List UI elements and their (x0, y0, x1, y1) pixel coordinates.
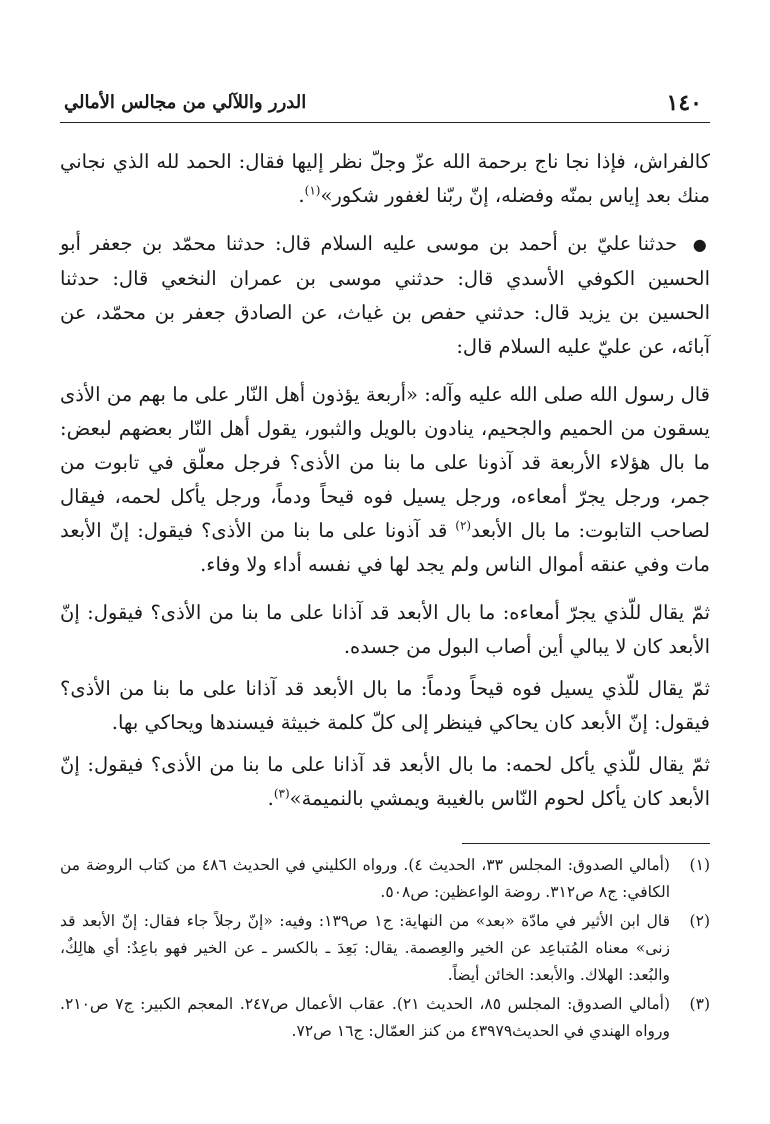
footnote-number: (١) (689, 856, 710, 874)
paragraph-4: ثمّ يقال للّذي يجرّ أمعاءه: ما بال الأبعد قد آذانا على ما بنا من الأذى؟ فيقول: إنّ الأبعد كان لا يبالي أين أصاب البول من جسده. (60, 601, 710, 658)
paragraph-5: ثمّ يقال للّذي يسيل فوه قيحاً ودماً: ما بال الأبعد قد آذانا على ما بنا من الأذى؟ فيقول: إنّ الأبعد كان يحاكي فينظر إلى كلّ كلمة خبيثة فيسندها ويحاكي بها. (60, 677, 710, 734)
paragraph-3-text-b: قد آذونا على ما بنا من الأذى؟ فيقول: إنّ الأبعد مات وفي عنقه أموال الناس ولم يجد لها في نفسه أداء ولا وفاء. (60, 519, 710, 576)
paragraph-2-text: حدثنا عليّ بن أحمد بن موسى عليه السلام قال: حدثنا محمّد بن جعفر أبو الحسين الكوفي الأسدي قال: حدثني موسى بن عمران النخعي قال: حدثنا الحسين بن يزيد قال: حدثني حفص بن غياث، عن الصادق جعفر بن محمّد، عن آبائه، عن عليّ عليه السلام قال: (60, 232, 710, 358)
paragraph-1-text: كالفراش، فإذا نجا ناج برحمة الله عزّ وجلّ نظر إليها فقال: الحمد لله الذي نجاني منك بعد إياس بمنّه وفضله، إنّ ربّنا لغفور شكور» (60, 150, 710, 207)
footnote-divider (462, 843, 710, 844)
footnote-ref-2: (٢) (455, 518, 472, 533)
paragraph-6-text: ثمّ يقال للّذي يأكل لحمه: ما بال الأبعد قد آذانا على ما بنا من الأذى؟ فيقول: إنّ الأبعد كان يأكل لحوم النّاس بالغيبة ويمشي بالنميمة» (60, 753, 710, 810)
footnote-number: (٣) (689, 995, 710, 1013)
footnote-2 (60, 908, 710, 989)
paragraph-6-end: . (267, 787, 274, 810)
paragraph-1-end: . (298, 184, 305, 207)
main-text (60, 145, 710, 830)
footnote-3 (60, 991, 710, 1045)
running-header (60, 88, 710, 123)
page-number: ١٤٠ (666, 90, 702, 116)
paragraph-3-text-a: قال رسول الله صلى الله عليه وآله: «أربعة يؤذون أهل النّار على ما بهم من الأذى يسقون من الحميم والجحيم، ينادون بالويل والثبور، يقول أهل النّار بعضهم لبعض: ما بال هؤلاء الأربعة قد آذونا على ما بنا من الأذى؟ فرجل معلّق في تابوت من جمر، ورجل يجرّ أمعاءه، ورجل يسيل فوه قيحاً ودماً، ورجل يأكل لحمه، فيقال لصاحب التابوت: ما بال الأبعد (60, 383, 711, 542)
paragraph-3 (60, 378, 710, 582)
footnote-text: قال ابن الأثير في مادّة «بعد» من النهاية: ج١ ص١٣٩: وفيه: «إنّ رجلاً جاء فقال: إنّ الأبعد قد زنى» معناه المُتباعِد عن الخير والعِصمة. يقال: بَعِدَ ـ بالكسر ـ عن الخير فهو باعِدٌ: أي هالِكٌ، والبُعد: الهلاك. والأبعد: الخائن أيضاً. (60, 912, 671, 984)
footnote-text: (أمالي الصدوق: المجلس ٣٣، الحديث ٤). ورواه الكليني في الحديث ٤٨٦ من كتاب الروضة من الكافي: ج٨ ص٣١٢. روضة الواعظين: ص٥٠٨. (60, 856, 670, 901)
footnote-text: (أمالي الصدوق: المجلس ٨٥، الحديث ٢١). عقاب الأعمال ص٢٤٧. المعجم الكبير: ج٧ ص٢١٠. ورواه الهندي في الحديث٤٣٩٧٩ من كنز العمّال: ج١٦ ص٧٢. (60, 995, 671, 1040)
footnote-1 (60, 852, 710, 906)
paragraph-6 (60, 748, 710, 816)
paragraph-1 (60, 145, 710, 213)
bullet-icon: ● (692, 235, 710, 254)
footnote-number: (٢) (689, 912, 710, 930)
running-title: الدرر واللآلي من مجالس الأمالي (64, 92, 307, 113)
paragraph-2 (60, 227, 710, 364)
footnote-ref-1: (١) (304, 183, 321, 198)
footnotes (60, 852, 710, 1047)
footnote-ref-3: (٣) (273, 786, 290, 801)
